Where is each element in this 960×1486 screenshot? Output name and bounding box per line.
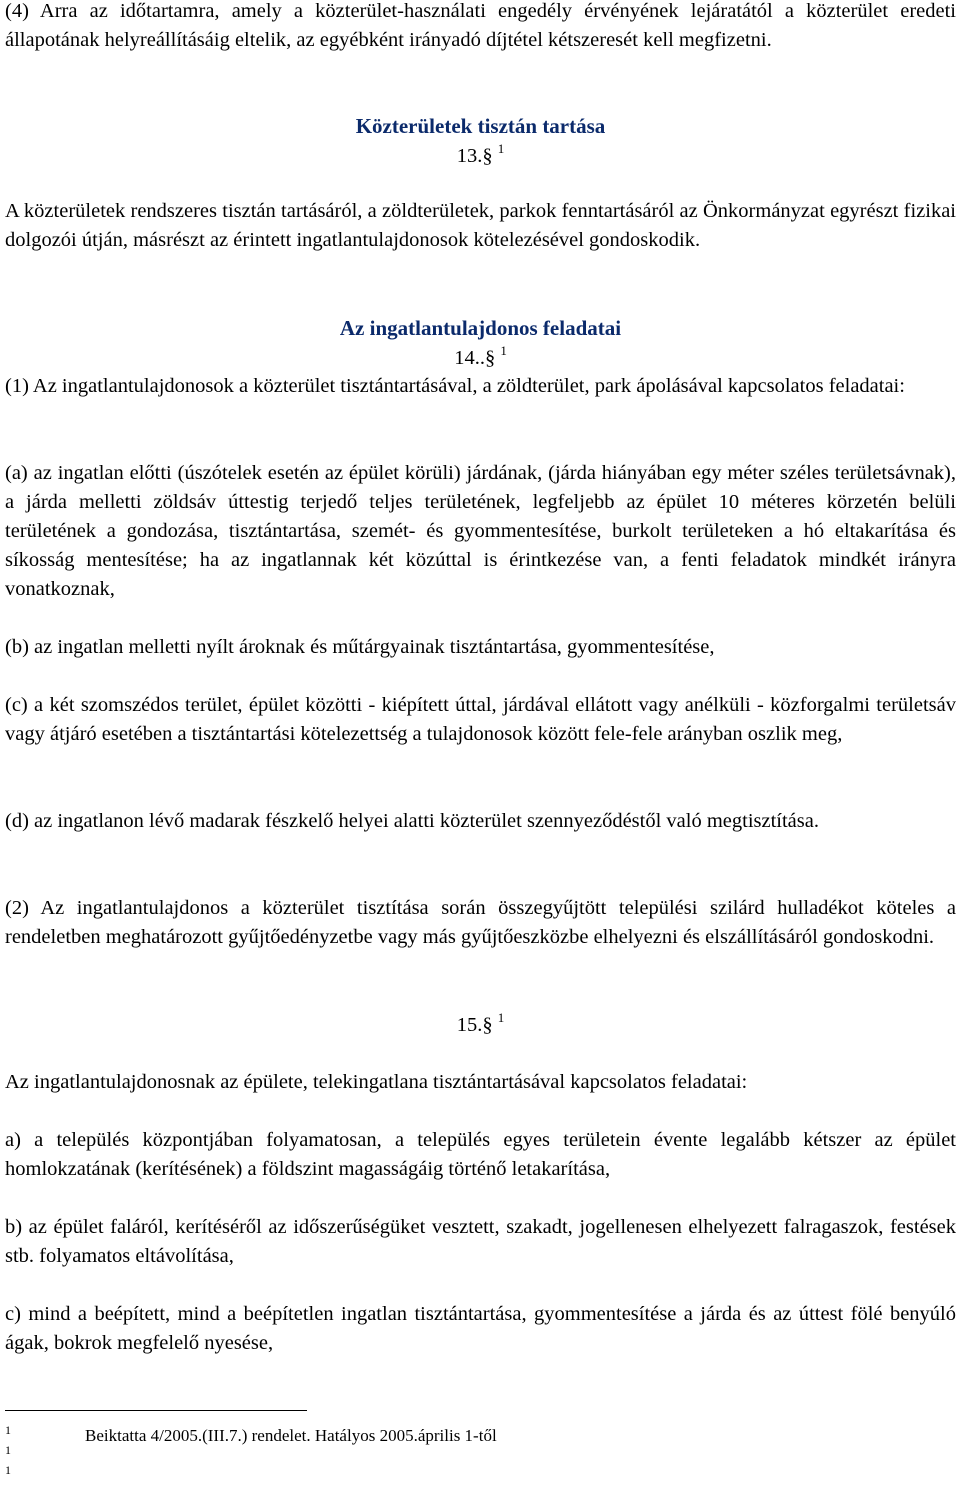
footnote-separator bbox=[5, 1410, 307, 1411]
section-15-number bbox=[5, 1012, 956, 1038]
section-13-number bbox=[5, 143, 956, 169]
footnote-ref: 1 bbox=[497, 141, 505, 156]
section-14-paragraph-2: (2) Az ingatlantulajdonos a közterület tisztítása során összegyűjtött települési szilárd hulladékot köteles a rendeletben meghatározott gyűjtőedényzetbe vagy más gyűjtőeszközbe elhelyezni és elszállításáról gondoskodni. bbox=[5, 897, 956, 948]
section-14-paragraph-a: (a) az ingatlan előtti (úszótelek esetén az épület körüli) járdának, (járda hiányában egy méter széles területsávnak), a járda melletti zöldsáv úttestig terjedő teljes területének, legfeljebb az épület 10 méteres körzetén belüli területének a gondozása, tisztántartása, szemét- és gyommentesítése, burkolt területeken a hó eltakarítása és síkosság mentesítése; ha az ingatlannak két közúttal is érintkezése van, a fenti feladatok mindkét irányra vonatkoznak, bbox=[5, 462, 956, 600]
footnote-text: Beiktatta 4/2005.(III.7.) rendelet. Hatályos 2005.április 1-től bbox=[85, 1426, 497, 1445]
section-13-body: A közterületek rendszeres tisztán tartásáról, a zöldterületek, parkok fenntartásáról az Önkormányzat egyrészt fizikai dolgozói útján, másrészt az érintett ingatlantulajdonosok kötelezésével gondoskodik. bbox=[5, 200, 956, 251]
section-13-heading: Közterületek tisztán tartása bbox=[355, 114, 606, 138]
footnote-mark: 1 bbox=[5, 1443, 11, 1457]
section-14-paragraph-c: (c) a két szomszédos terület, épület közötti - kiépített úttal, járdával ellátott vagy anélküli - közforgalmi területsáv vagy átjáró esetében a tisztántartási kötelezettség a tulajdonosok között fele-fele arányban oszlik meg, bbox=[5, 694, 956, 745]
section-13-number-text: 13.§ bbox=[456, 145, 493, 167]
section-14-heading: Az ingatlantulajdonos feladatai bbox=[339, 316, 622, 340]
section-15-paragraph-c: c) mind a beépített, mind a beépítetlen ingatlan tisztántartása, gyommentesítése a járda és az úttest fölé benyúló ágak, bokrok megfelelő nyesése, bbox=[5, 1303, 956, 1354]
intro-paragraph: (4) Arra az időtartamra, amely a közterület-használati engedély érvényének lejáratától a közterület eredeti állapotának helyreállításáig eltelik, az egyébként irányadó díjtétel kétszeresét kell megfizetni. bbox=[5, 0, 956, 51]
section-14-paragraph-d: (d) az ingatlanon lévő madarak fészkelő helyei alatti közterület szennyeződéstől való megtisztítása. bbox=[5, 810, 819, 832]
footnote-ref: 1 bbox=[500, 343, 507, 358]
section-15-number-text: 15.§ bbox=[456, 1014, 493, 1036]
section-15-paragraph-b: b) az épület faláról, kerítéséről az időszerűségüket vesztett, szakadt, jogellenesen elhelyezett falragaszok, festések stb. folyamatos eltávolítása, bbox=[5, 1216, 956, 1267]
footnote-mark: 1 bbox=[5, 1463, 11, 1477]
footnote-3 bbox=[5, 1463, 11, 1486]
section-14-number-text: 14..§ bbox=[454, 347, 496, 369]
section-14-paragraph-1: (1) Az ingatlantulajdonosok a közterület tisztántartásával, a zöldterület, park ápolásával kapcsolatos feladatai: bbox=[5, 375, 905, 397]
section-14-number bbox=[5, 345, 956, 371]
footnote-mark: 1 bbox=[5, 1423, 11, 1437]
section-14-paragraph-b: (b) az ingatlan melletti nyílt ároknak és műtárgyainak tisztántartása, gyommentesítése, bbox=[5, 636, 715, 658]
section-15-intro: Az ingatlantulajdonosnak az épülete, telekingatlana tisztántartásával kapcsolatos feladatai: bbox=[5, 1071, 748, 1093]
section-15-paragraph-a: a) a település központjában folyamatosan, a település egyes területein évente legalább kétszer az épület homlokzatának (kerítésének) a földszint magasságáig történő letakarítása, bbox=[5, 1129, 956, 1180]
footnote-ref: 1 bbox=[497, 1010, 505, 1025]
